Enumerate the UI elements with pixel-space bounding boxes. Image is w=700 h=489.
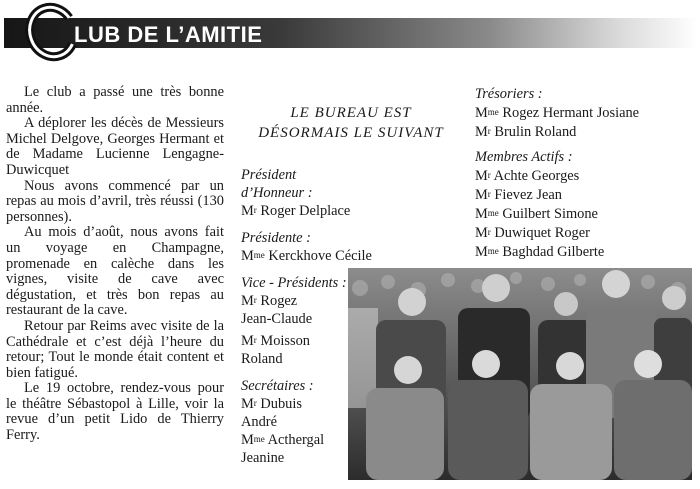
member-name: $M^r$ Rogez (241, 293, 298, 309)
paragraph: Le 19 octobre, rendez-vous pour le théâtre Sébastopol à Lille, voir la revue d’un petit Lido de Thierry Ferry. (6, 380, 224, 444)
paragraph: Au mois d’août, nous avons fait un voyage en Champagne, promenade en calèche dans les vignes, visite de cave avec dégustation, et très bon repas au restaurant de la cave. (6, 224, 224, 319)
group-photo (348, 268, 692, 480)
member-name: $M^r$ Brulin Roland (475, 124, 577, 140)
member-name: $M^r$ Dubuis (241, 396, 302, 412)
role-president-honneur: Président d’Honneur : (241, 167, 313, 201)
member-name: $M^r$ Achte Georges (475, 168, 580, 184)
member-name: $M^{me}$ Kerckhove Cécile (241, 248, 372, 264)
paragraph: Retour par Reims avec visite de la Cathédrale et c’est déjà l’heure du retour; Tout le monde était content et bien fatigué. (6, 317, 224, 381)
member-name-cont: Jean-Claude (241, 311, 313, 327)
member-name: $M^r$ Fievez Jean (475, 187, 562, 203)
bureau-column-left (241, 166, 372, 467)
role-secretaires: Secrétaires : (241, 378, 314, 394)
paragraph: Nous avons commencé par un repas au mois d’avril, très réussi (130 personnes). (6, 177, 224, 225)
member-name-cont: Roland (241, 351, 283, 367)
member-name: $M^{me}$ Rogez Hermant Josiane (475, 105, 640, 121)
member-name: $M^{me}$ Acthergal (241, 432, 325, 448)
bureau-heading: LE BUREAU EST DÉSORMAIS LE SUIVANT (258, 105, 444, 141)
article-body (6, 85, 224, 444)
paragraph: A déplorer les décès de Messieurs Michel Delgove, Georges Hermant et de Madame Lucienne Lengagne-Duwicquet (6, 115, 224, 178)
bureau-column-right (475, 85, 695, 262)
role-vice-presidents: Vice - Présidents : (241, 275, 347, 291)
paragraph: Le club a passé une très bonne année. (6, 84, 224, 116)
member-name: $M^{me}$ Guilbert Simone (475, 206, 598, 222)
member-name-cont: Jeanine (241, 450, 285, 466)
role-membres-actifs: Membres Actifs : (475, 149, 573, 165)
article-title: LUB DE L’AMITIE (74, 22, 263, 47)
member-name: $M^r$ Duwiquet Roger (475, 225, 590, 241)
member-name-cont: André (241, 414, 277, 430)
member-name: $M^r$ Roger Delplace (241, 203, 351, 219)
role-tresoriers: Trésoriers : (475, 86, 543, 102)
member-name: $M^r$ Moisson (241, 333, 310, 349)
role-presidente: Présidente : (241, 230, 311, 246)
member-name: $M^{me}$ Baghdad Gilberte (475, 244, 605, 260)
